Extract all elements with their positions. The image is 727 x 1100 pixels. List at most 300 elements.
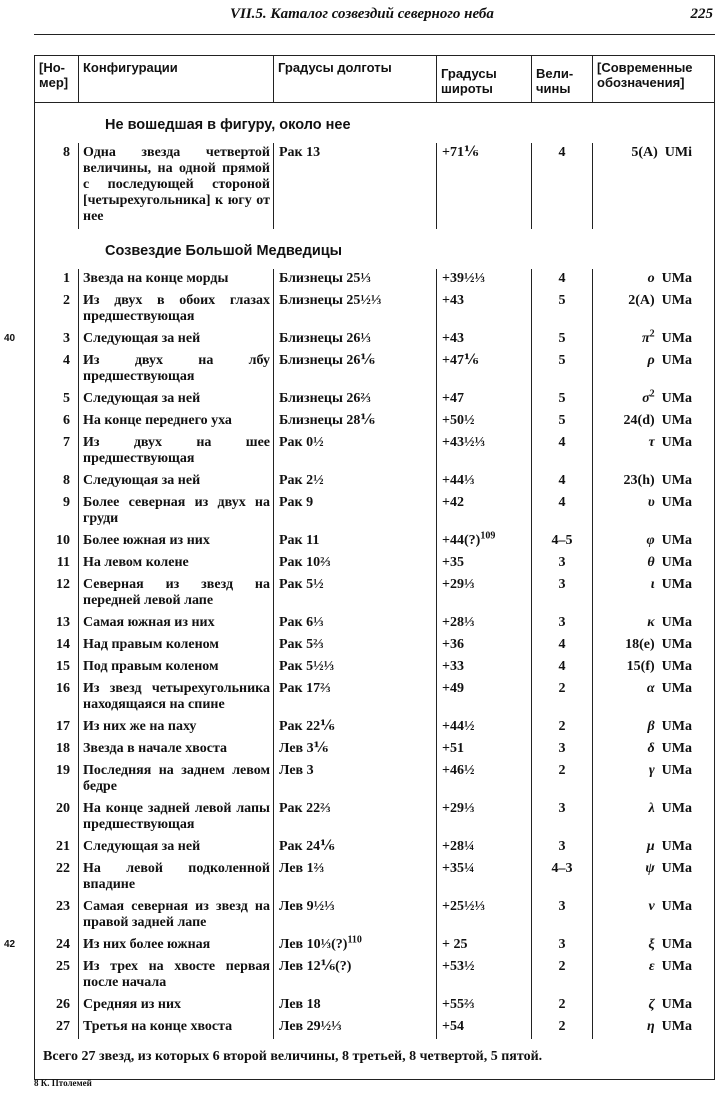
- magnitude: 4–3: [531, 859, 592, 897]
- star-number: 19: [56, 763, 70, 778]
- latitude-value: + 25: [442, 937, 468, 952]
- longitude: [273, 575, 436, 613]
- star-number: 20: [56, 801, 70, 816]
- table-row: [35, 269, 714, 291]
- latitude-value: +54: [442, 1019, 464, 1034]
- longitude: [273, 897, 436, 935]
- longitude: [273, 799, 436, 837]
- table-row: [35, 837, 714, 859]
- latitude: [436, 329, 531, 351]
- latitude: [436, 493, 531, 531]
- longitude-value: Рак 22⅙: [279, 719, 335, 734]
- star-number: 8: [63, 473, 70, 488]
- constellation-abbr: UMa: [661, 331, 692, 346]
- latitude-value: +43½⅓: [442, 435, 485, 450]
- footnote-ref: 109: [480, 530, 496, 542]
- modern-designation: [592, 679, 714, 717]
- longitude: [273, 143, 436, 229]
- star-number: 8: [63, 145, 70, 160]
- magnitude: 2: [531, 1017, 592, 1039]
- configuration: Одна звезда четвертой величины, на одной прямой с последующей стороной [четырехугольника] к югу от нее: [78, 143, 273, 229]
- configuration: Из трех на хвосте первая после начала: [78, 957, 273, 995]
- configuration: Следующая за ней: [78, 329, 273, 351]
- magnitude: 2: [531, 995, 592, 1017]
- table-row: [35, 493, 714, 531]
- magnitude: 2: [531, 717, 592, 739]
- longitude-value: Близнецы 25⅓: [279, 271, 371, 286]
- running-head: [34, 6, 715, 30]
- table-row: [35, 635, 714, 657]
- modern-designation: [592, 739, 714, 761]
- table-row: [35, 613, 714, 635]
- bayer-superscript: 2: [649, 328, 655, 340]
- longitude-value: Лев 3: [279, 763, 314, 778]
- latitude: [436, 717, 531, 739]
- magnitude: 3: [531, 739, 592, 761]
- star-number: 25: [56, 959, 70, 974]
- constellation-abbr: UMa: [661, 763, 692, 778]
- latitude-value: +46½: [442, 763, 475, 778]
- configuration: Третья на конце хвоста: [78, 1017, 273, 1039]
- star-number: 23: [56, 899, 70, 914]
- configuration: Следующая за ней: [78, 837, 273, 859]
- star-number: 15: [56, 659, 70, 674]
- bayer-letter: λ: [648, 801, 655, 816]
- longitude: [273, 761, 436, 799]
- latitude-value: +39½⅓: [442, 271, 485, 286]
- table-row: [35, 657, 714, 679]
- longitude: [273, 635, 436, 657]
- page-number: 225: [690, 6, 713, 22]
- bayer-letter: ξ: [648, 937, 655, 952]
- configuration: Более северная из двух на груди: [78, 493, 273, 531]
- table-row: [35, 143, 714, 229]
- bayer-letter: μ: [646, 839, 655, 854]
- constellation-abbr: UMa: [661, 577, 692, 592]
- latitude-value: +35: [442, 555, 464, 570]
- latitude: [436, 575, 531, 613]
- longitude: [273, 657, 436, 679]
- longitude-value: Лев 12⅙(?): [279, 959, 352, 974]
- latitude: [436, 859, 531, 897]
- magnitude: 4: [531, 471, 592, 493]
- modern-designation: [592, 329, 714, 351]
- star-catalog-table: [34, 55, 715, 1080]
- table-row: [35, 957, 714, 995]
- longitude-value: Рак 5⅔: [279, 637, 324, 652]
- latitude-value: +36: [442, 637, 464, 652]
- constellation-abbr: UMa: [661, 615, 692, 630]
- constellation-abbr: UMa: [661, 997, 692, 1012]
- modern-designation: [592, 995, 714, 1017]
- latitude: [436, 143, 531, 229]
- longitude: [273, 329, 436, 351]
- magnitude: 2: [531, 957, 592, 995]
- configuration: Из них же на паху: [78, 717, 273, 739]
- constellation-abbr: UMa: [661, 293, 692, 308]
- configuration: Из двух на шее предшествующая: [78, 433, 273, 471]
- flamsteed-designation: 18(e): [625, 637, 655, 652]
- modern-designation: [592, 717, 714, 739]
- latitude-value: +47⅙: [442, 353, 479, 368]
- bayer-superscript: 2: [649, 388, 655, 400]
- constellation-abbr: UMa: [661, 899, 692, 914]
- longitude: [273, 411, 436, 433]
- table-row: [35, 995, 714, 1017]
- section-title: Не вошедшая в фигуру, около нее: [105, 117, 351, 133]
- flamsteed-designation: 24(d): [623, 413, 655, 428]
- table-row: [35, 329, 714, 351]
- constellation-abbr: UMa: [661, 839, 692, 854]
- longitude: [273, 837, 436, 859]
- magnitude: 4: [531, 635, 592, 657]
- longitude-value: Близнецы 28⅙: [279, 413, 375, 428]
- latitude-value: +44⅓: [442, 473, 475, 488]
- longitude: [273, 433, 436, 471]
- longitude-value: Рак 24⅙: [279, 839, 335, 854]
- constellation-abbr: UMa: [661, 1019, 692, 1034]
- magnitude: 4: [531, 493, 592, 531]
- longitude: [273, 389, 436, 411]
- table-body-section-2: [35, 269, 714, 1039]
- latitude: [436, 897, 531, 935]
- header-latitude: Градусы широты: [436, 56, 531, 102]
- constellation-abbr: UMa: [661, 681, 692, 696]
- longitude-value: Лев 3⅙: [279, 741, 329, 756]
- modern-designation: [592, 761, 714, 799]
- constellation-abbr: UMa: [661, 637, 692, 652]
- flamsteed-designation: 2(A): [628, 293, 655, 308]
- latitude: [436, 1017, 531, 1039]
- running-title: VII.5. Каталог созвездий северного неба: [230, 6, 494, 22]
- latitude: [436, 613, 531, 635]
- table-row: [35, 531, 714, 553]
- star-number: 10: [56, 533, 70, 548]
- magnitude: 3: [531, 575, 592, 613]
- longitude-value: Рак 0½: [279, 435, 324, 450]
- latitude: [436, 269, 531, 291]
- star-number: 6: [63, 413, 70, 428]
- longitude: [273, 613, 436, 635]
- latitude-value: +55⅔: [442, 997, 475, 1012]
- latitude-value: +29⅓: [442, 801, 475, 816]
- constellation-abbr: UMa: [661, 413, 692, 428]
- latitude: [436, 957, 531, 995]
- latitude: [436, 837, 531, 859]
- star-number: 17: [56, 719, 70, 734]
- bayer-letter: φ: [646, 533, 655, 548]
- configuration: Из звезд четырехугольника находящаяся на спине: [78, 679, 273, 717]
- longitude: [273, 717, 436, 739]
- constellation-abbr: UMa: [661, 801, 692, 816]
- bayer-letter: ρ: [647, 353, 655, 368]
- magnitude: 5: [531, 329, 592, 351]
- modern-designation: [592, 389, 714, 411]
- longitude-value: Лев 9½⅓: [279, 899, 335, 914]
- configuration: Звезда в начале хвоста: [78, 739, 273, 761]
- constellation-abbr: UMa: [661, 353, 692, 368]
- magnitude: 2: [531, 761, 592, 799]
- bayer-letter: ζ: [648, 997, 655, 1012]
- bayer-letter: δ: [647, 741, 655, 756]
- magnitude: 5: [531, 411, 592, 433]
- modern-designation: [592, 799, 714, 837]
- star-number: 18: [56, 741, 70, 756]
- longitude: [273, 269, 436, 291]
- latitude-value: +28⅓: [442, 615, 475, 630]
- header-magnitude: Вели-чины: [531, 56, 592, 102]
- latitude: [436, 389, 531, 411]
- longitude-value: Лев 18: [279, 997, 321, 1012]
- table-row: [35, 291, 714, 329]
- latitude-value: +71⅙: [442, 145, 479, 160]
- bayer-letter: υ: [647, 495, 655, 510]
- bayer-letter: π: [642, 331, 650, 346]
- modern-designation: [592, 897, 714, 935]
- modern-designation: [592, 859, 714, 897]
- latitude-value: +51: [442, 741, 464, 756]
- latitude-value: +28¼: [442, 839, 475, 854]
- latitude: [436, 291, 531, 329]
- latitude-value: +29⅓: [442, 577, 475, 592]
- star-number: 9: [63, 495, 70, 510]
- longitude-value: Рак 2½: [279, 473, 324, 488]
- flamsteed-designation: 15(f): [626, 659, 655, 674]
- table-header: [35, 56, 714, 103]
- star-number: 22: [56, 861, 70, 876]
- header-longitude: Градусы долготы: [273, 56, 436, 102]
- longitude-value: Рак 5½: [279, 577, 324, 592]
- longitude-value: Рак 22⅔: [279, 801, 331, 816]
- modern-designation: [592, 575, 714, 613]
- magnitude: 5: [531, 351, 592, 389]
- bayer-letter: τ: [648, 435, 655, 450]
- longitude-value: Рак 10⅔: [279, 555, 331, 570]
- star-number: 5: [63, 391, 70, 406]
- magnitude: 4: [531, 269, 592, 291]
- longitude: [273, 493, 436, 531]
- latitude-value: +53½: [442, 959, 475, 974]
- magnitude: 3: [531, 837, 592, 859]
- latitude-value: +25½⅓: [442, 899, 485, 914]
- star-number: 3: [63, 331, 70, 346]
- longitude-value: Лев 29½⅓: [279, 1019, 342, 1034]
- longitude-value: Близнецы 25½⅓: [279, 293, 382, 308]
- longitude: [273, 957, 436, 995]
- constellation-abbr: UMa: [661, 271, 692, 286]
- table-row: [35, 799, 714, 837]
- bayer-letter: ψ: [645, 861, 655, 876]
- configuration: Из двух на лбу предшествующая: [78, 351, 273, 389]
- footnote-ref: 110: [347, 934, 362, 946]
- header-number: [Но-мер]: [39, 60, 69, 90]
- magnitude: 3: [531, 553, 592, 575]
- header-configuration: Конфигурации: [78, 56, 273, 102]
- configuration: Последняя на заднем левом бедре: [78, 761, 273, 799]
- latitude: [436, 657, 531, 679]
- modern-designation: [592, 935, 714, 957]
- magnitude: 4: [531, 657, 592, 679]
- modern-designation: [592, 269, 714, 291]
- modern-designation: [592, 493, 714, 531]
- star-number: 14: [56, 637, 70, 652]
- longitude-value: Близнецы 26⅔: [279, 391, 371, 406]
- bayer-letter: ν: [648, 899, 655, 914]
- magnitude: 3: [531, 897, 592, 935]
- longitude-value: Рак 6⅓: [279, 615, 324, 630]
- configuration: Звезда на конце морды: [78, 269, 273, 291]
- latitude-value: +43: [442, 293, 464, 308]
- longitude-value: Лев 1⅔: [279, 861, 325, 876]
- constellation-abbr: UMa: [661, 937, 692, 952]
- modern-designation: [592, 291, 714, 329]
- longitude: [273, 291, 436, 329]
- latitude-value: +42: [442, 495, 464, 510]
- star-number: 4: [63, 353, 70, 368]
- configuration: Следующая за ней: [78, 389, 273, 411]
- constellation-abbr: UMa: [661, 473, 692, 488]
- modern-designation: [592, 433, 714, 471]
- constellation-abbr: UMa: [661, 391, 692, 406]
- bayer-letter: η: [646, 1019, 655, 1034]
- latitude-value: +44(?): [442, 533, 481, 548]
- table-row: [35, 411, 714, 433]
- constellation-abbr: UMa: [661, 495, 692, 510]
- latitude: [436, 471, 531, 493]
- latitude-value: +49: [442, 681, 464, 696]
- longitude-value: Рак 17⅔: [279, 681, 331, 696]
- star-number: 13: [56, 615, 70, 630]
- modern-designation: [592, 411, 714, 433]
- modern-designation: [592, 531, 714, 553]
- constellation-abbr: UMa: [661, 861, 692, 876]
- bayer-letter: σ: [642, 391, 650, 406]
- latitude: [436, 553, 531, 575]
- modern-designation: [592, 657, 714, 679]
- table-row: [35, 351, 714, 389]
- flamsteed-designation: 23(h): [623, 473, 655, 488]
- margin-line-number: 40: [4, 333, 16, 344]
- latitude: [436, 411, 531, 433]
- table-row: [35, 471, 714, 493]
- latitude: [436, 679, 531, 717]
- bayer-letter: γ: [648, 763, 655, 778]
- constellation-abbr: UMa: [661, 555, 692, 570]
- magnitude: 4–5: [531, 531, 592, 553]
- magnitude: 3: [531, 799, 592, 837]
- table-row: [35, 897, 714, 935]
- longitude: [273, 739, 436, 761]
- latitude-value: +33: [442, 659, 464, 674]
- constellation-abbr: UMa: [661, 959, 692, 974]
- table-body-section-1: [35, 143, 714, 229]
- longitude-value: Рак 9: [279, 495, 314, 510]
- bayer-letter: ι: [650, 577, 655, 592]
- longitude: [273, 351, 436, 389]
- header-modern-designation: [Современные обозначения]: [592, 56, 714, 102]
- table-row: [35, 553, 714, 575]
- star-number: 24: [56, 937, 70, 952]
- star-number: 26: [56, 997, 70, 1012]
- longitude-value: Близнецы 26⅙: [279, 353, 375, 368]
- latitude: [436, 635, 531, 657]
- configuration: На конце задней левой лапы предшествующая: [78, 799, 273, 837]
- longitude: [273, 995, 436, 1017]
- magnitude: 5: [531, 389, 592, 411]
- configuration: Из двух в обоих глазах предшествующая: [78, 291, 273, 329]
- modern-designation: [592, 613, 714, 635]
- modern-designation: [592, 143, 714, 229]
- modern-designation: [592, 1017, 714, 1039]
- configuration: Под правым коленом: [78, 657, 273, 679]
- magnitude: 3: [531, 613, 592, 635]
- longitude-value: Лев 10⅓(?): [279, 937, 348, 952]
- latitude-value: +44½: [442, 719, 475, 734]
- configuration: На конце переднего уха: [78, 411, 273, 433]
- configuration: Средняя из них: [78, 995, 273, 1017]
- longitude-value: Рак 11: [279, 533, 320, 548]
- latitude-value: +50½: [442, 413, 475, 428]
- star-number: 7: [63, 435, 70, 450]
- configuration: Самая южная из них: [78, 613, 273, 635]
- table-row: [35, 739, 714, 761]
- star-number: 27: [56, 1019, 70, 1034]
- table-row: [35, 1017, 714, 1039]
- longitude: [273, 531, 436, 553]
- configuration: Из них более южная: [78, 935, 273, 957]
- latitude: [436, 739, 531, 761]
- longitude: [273, 553, 436, 575]
- latitude: [436, 761, 531, 799]
- constellation-abbr: UMa: [661, 435, 692, 450]
- star-number: 2: [63, 293, 70, 308]
- longitude-value: Рак 13: [279, 145, 321, 160]
- star-number: 21: [56, 839, 70, 854]
- latitude: [436, 799, 531, 837]
- configuration: Более южная из них: [78, 531, 273, 553]
- section-title: Созвездие Большой Медведицы: [105, 243, 343, 259]
- longitude: [273, 471, 436, 493]
- bayer-letter: κ: [647, 615, 655, 630]
- latitude-value: +43: [442, 331, 464, 346]
- totals-line: Всего 27 звезд, из которых 6 второй величины, 8 третьей, 8 четвертой, 5 пятой.: [43, 1049, 543, 1064]
- modern-designation: [592, 957, 714, 995]
- longitude-value: Рак 5½⅓: [279, 659, 335, 674]
- header-rule: [34, 34, 715, 35]
- constellation-abbr: UMa: [661, 659, 692, 674]
- longitude: [273, 859, 436, 897]
- constellation-abbr: UMa: [661, 741, 692, 756]
- magnitude: 2: [531, 679, 592, 717]
- constellation-abbr: UMa: [661, 533, 692, 548]
- configuration: Над правым коленом: [78, 635, 273, 657]
- configuration: На левой подколенной впадине: [78, 859, 273, 897]
- configuration: Северная из звезд на передней левой лапе: [78, 575, 273, 613]
- latitude: [436, 433, 531, 471]
- constellation-abbr: UMa: [661, 719, 692, 734]
- table-row: [35, 717, 714, 739]
- longitude: [273, 679, 436, 717]
- magnitude: 5: [531, 291, 592, 329]
- star-number: 11: [56, 555, 70, 570]
- configuration: На левом колене: [78, 553, 273, 575]
- bayer-letter: β: [647, 719, 655, 734]
- bayer-letter: α: [646, 681, 655, 696]
- constellation-abbr: UMi: [664, 145, 692, 160]
- modern-designation: [592, 635, 714, 657]
- magnitude: 4: [531, 143, 592, 229]
- table-row: [35, 679, 714, 717]
